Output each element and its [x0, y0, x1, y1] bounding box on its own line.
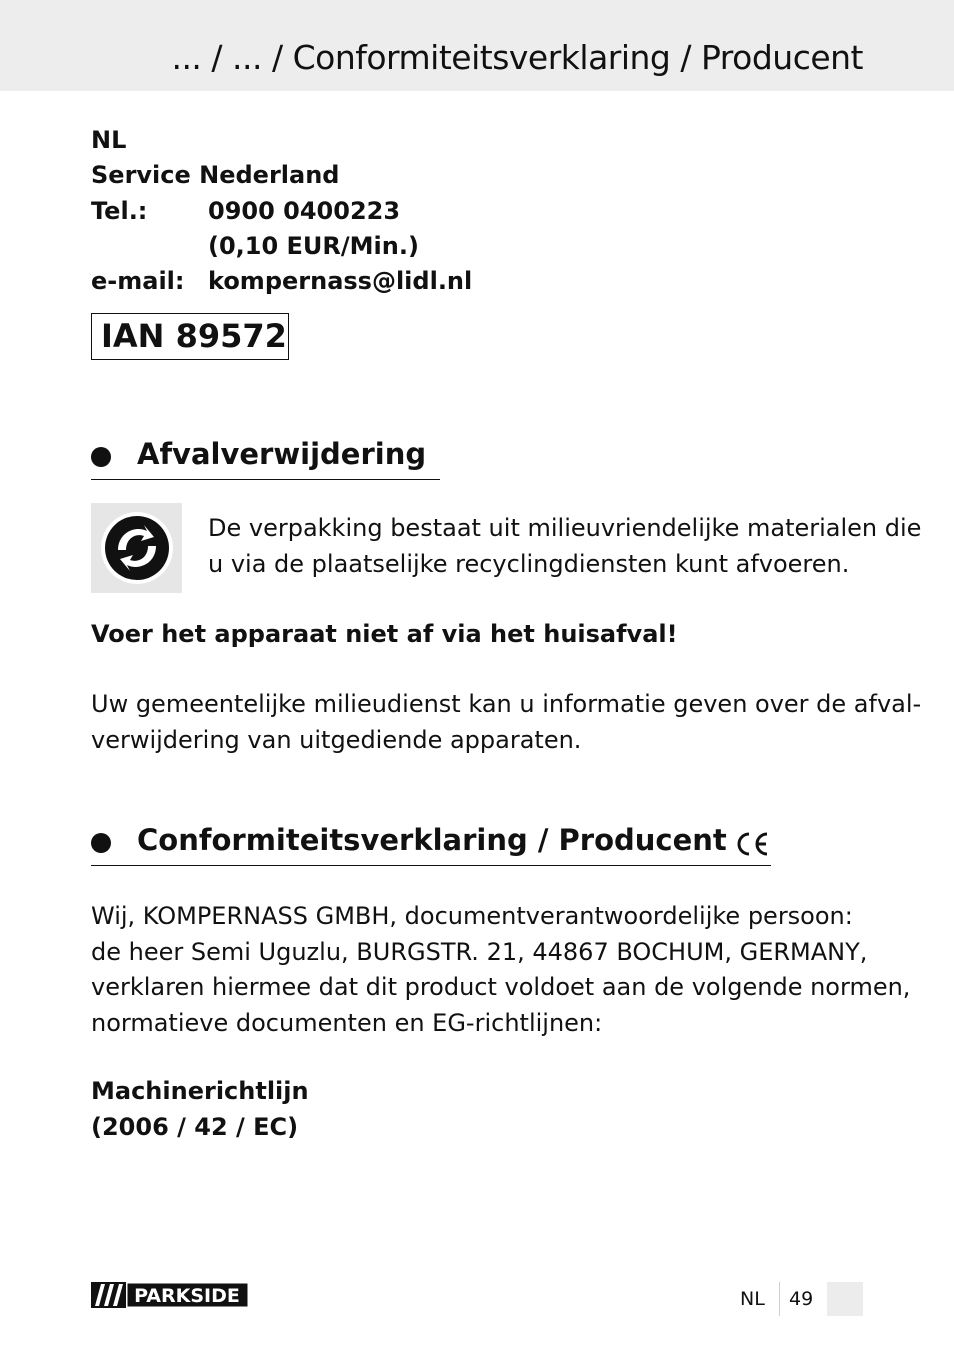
waste-info-line: verwijdering van uitgediende apparaten. [91, 725, 582, 754]
service-country: NL [91, 126, 127, 154]
waste-info-text [91, 687, 921, 758]
packaging-text [208, 511, 921, 582]
section-heading-conformity [91, 821, 771, 866]
footer-divider [779, 1282, 780, 1316]
conformity-statement [91, 899, 910, 1041]
parkside-logo [91, 1282, 249, 1312]
service-name: Service Nederland [91, 161, 340, 189]
tel-number: 0900 0400223 [208, 197, 401, 225]
packaging-line: u via de plaatselijke recyclingdiensten kunt afvoeren. [208, 549, 850, 578]
page-header-title: ... / ... / Conformiteitsverklaring / Producent [171, 38, 863, 77]
directive-code: (2006 / 42 / EC) [91, 1113, 299, 1141]
statement-line: de heer Semi Uguzlu, BURGSTR. 21, 44867 BOCHUM, GERMANY, [91, 937, 868, 966]
waste-info-line: Uw gemeentelijke milieudienst kan u informatie geven over de afval- [91, 690, 922, 718]
page-tab-marker [827, 1282, 863, 1316]
statement-line: Wij, KOMPERNASS GMBH, documentverantwoordelijke persoon: [91, 902, 853, 930]
directive-name: Machinerichtlijn [91, 1077, 309, 1105]
section-title-conformity: Conformiteitsverklaring / Producent [137, 823, 727, 857]
green-dot-recycling-icon [91, 503, 182, 593]
email-address: kompernass@lidl.nl [208, 267, 473, 295]
tel-rate: (0,10 EUR/Min.) [208, 232, 419, 260]
email-label: e-mail: [91, 267, 185, 295]
tel-label: Tel.: [91, 197, 148, 225]
brand-name: PARKSIDE [134, 1285, 240, 1307]
ian-box [91, 313, 289, 360]
page-number: 49 [789, 1288, 814, 1310]
ce-mark-icon [733, 831, 771, 857]
bullet-icon [91, 447, 111, 467]
section-heading-waste [91, 435, 440, 480]
statement-line: normatieve documenten en EG-richtlijnen: [91, 1008, 603, 1037]
ian-number: IAN 89572 [101, 317, 287, 355]
section-title-waste: Afvalverwijdering [137, 437, 427, 471]
packaging-line: De verpakking bestaat uit milieuvriendelijke materialen die [208, 514, 922, 542]
waste-warning: Voer het apparaat niet af via het huisafval! [91, 620, 678, 648]
footer-language: NL [740, 1288, 765, 1310]
bullet-icon [91, 833, 111, 853]
statement-line: verklaren hiermee dat dit product voldoet aan de volgende normen, [91, 973, 911, 1001]
